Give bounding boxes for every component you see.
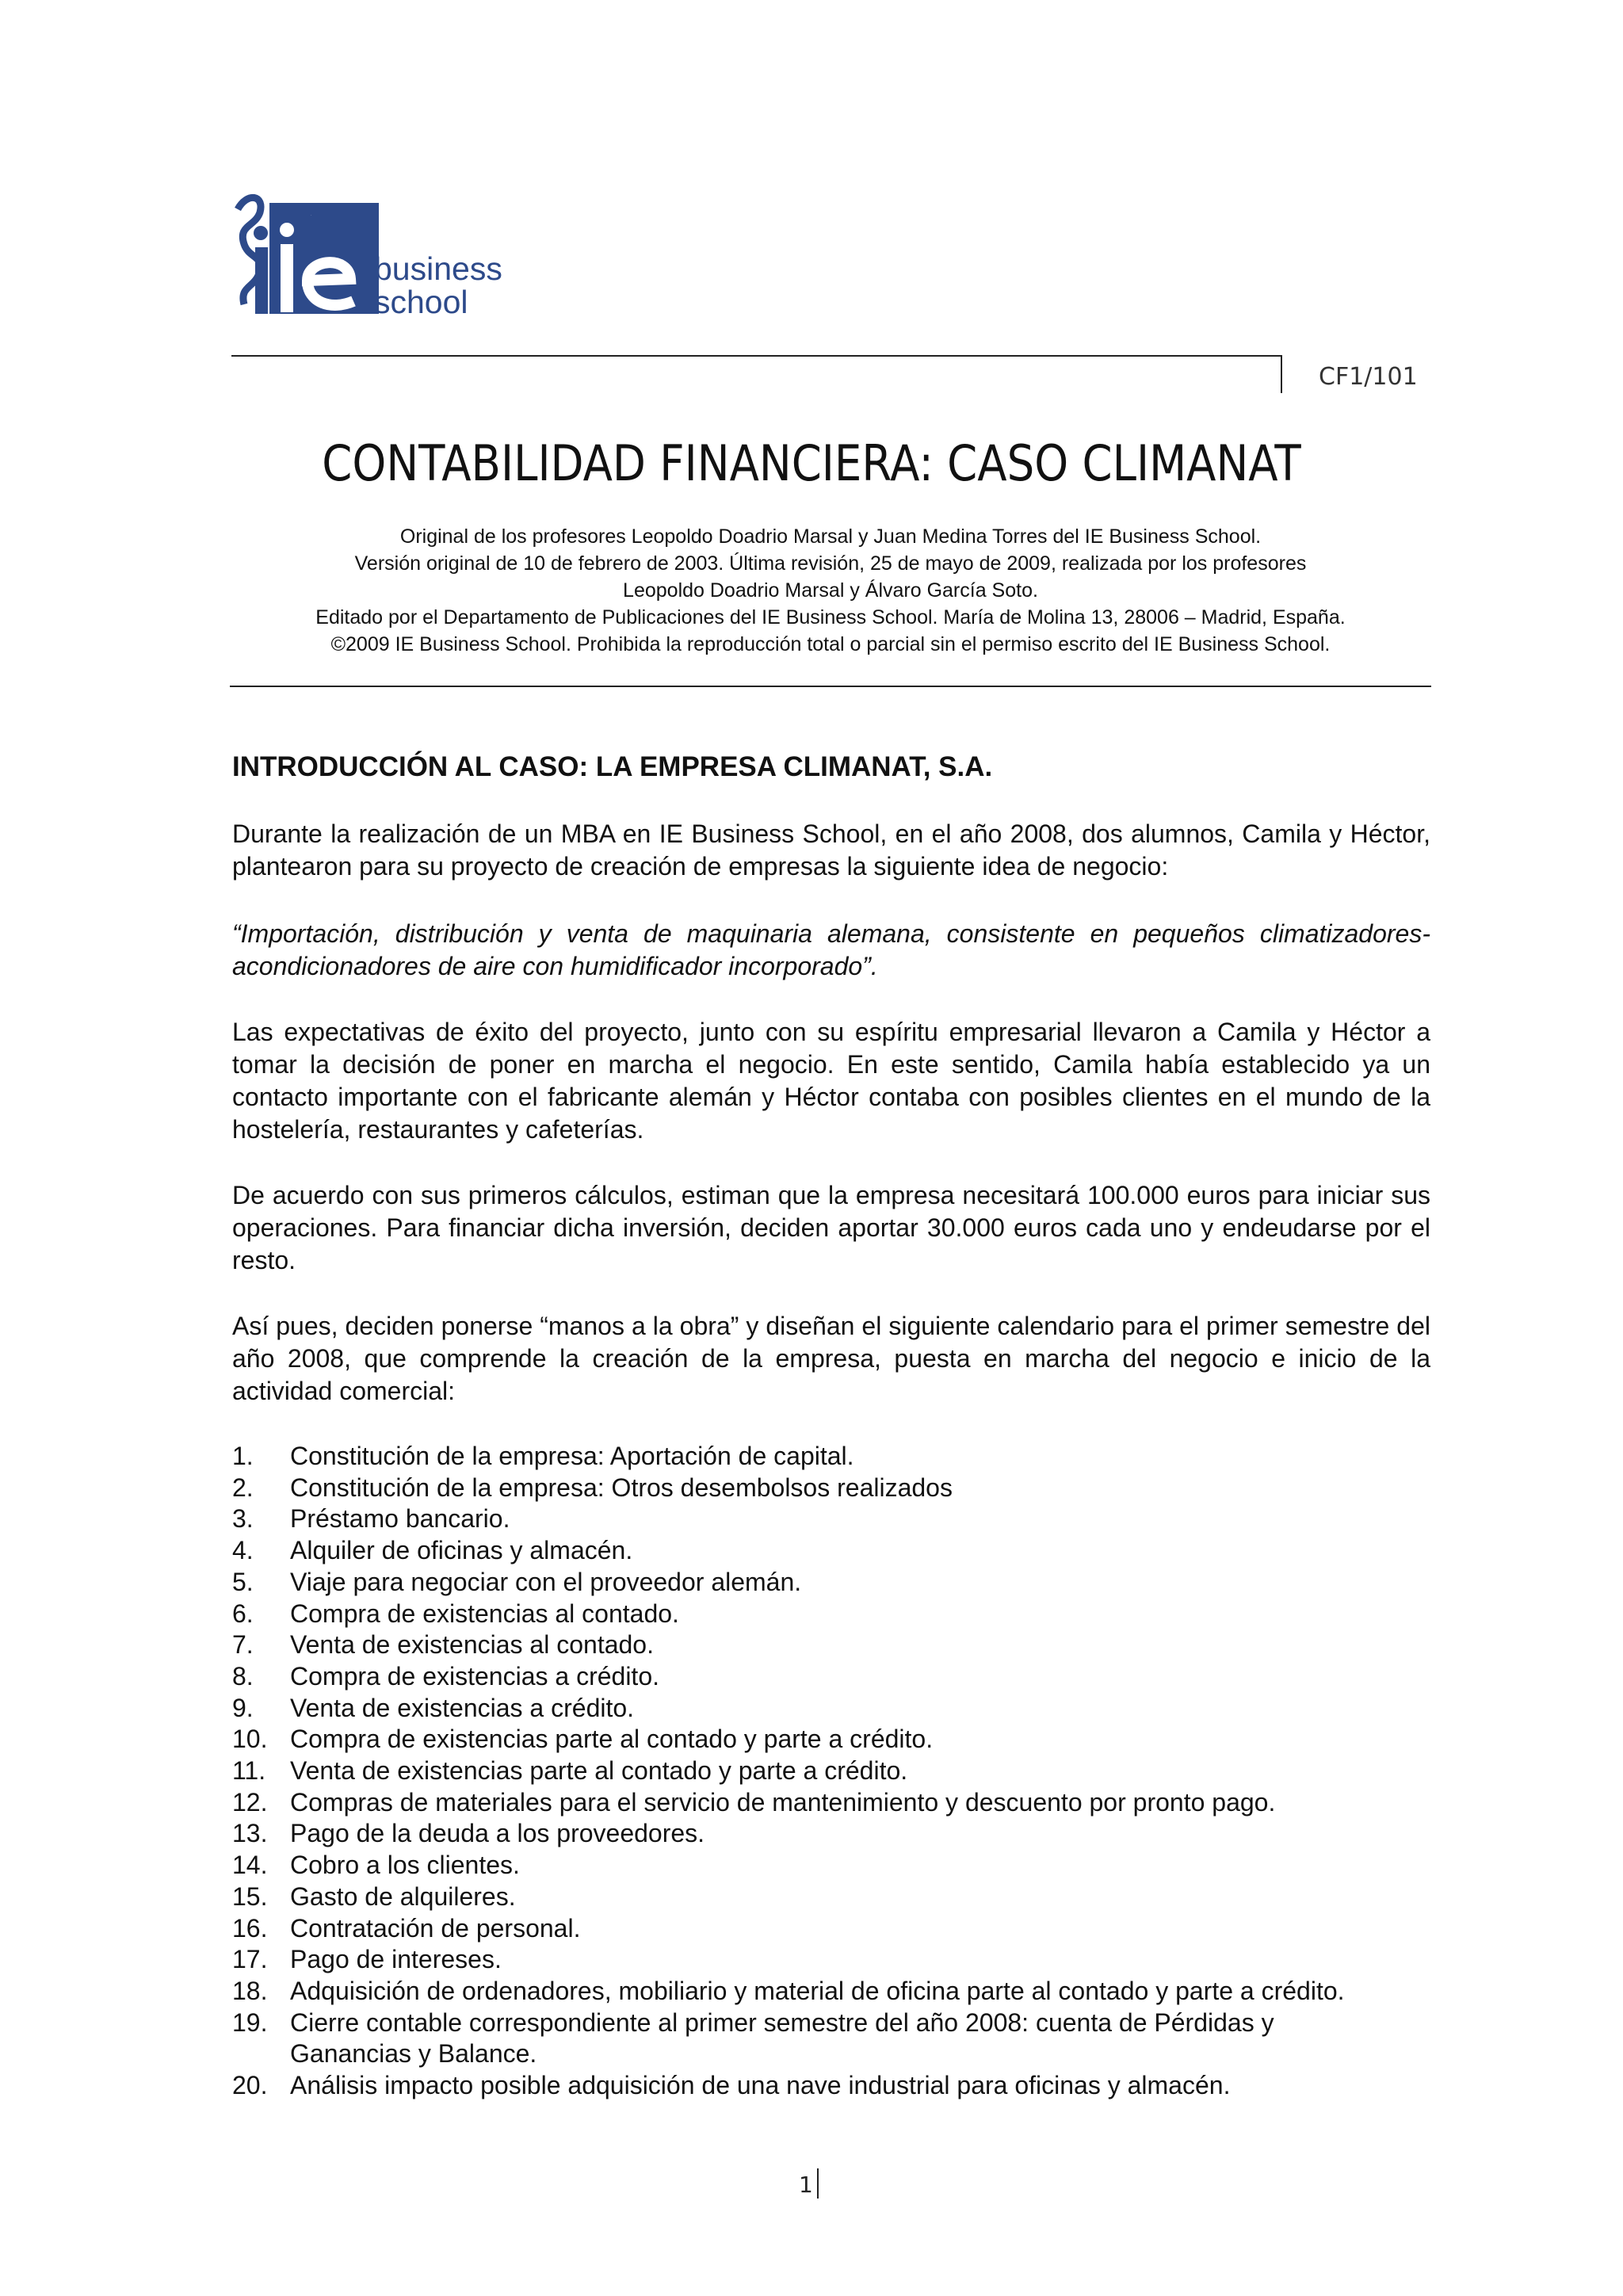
calendar-list xyxy=(232,1441,1437,2102)
paragraph-intro: Durante la realización de un MBA en IE Business School, en el año 2008, dos alumnos, Camila y Héctor, plantearon para su proyecto de creación de empresas la siguiente idea de negocio: xyxy=(232,819,1430,881)
paragraph-financing: De acuerdo con sus primeros cálculos, estiman que la empresa necesitará 100.000 euros para iniciar sus operaciones. Para financiar dicha inversión, deciden aportar 30.000 euros cada uno y endeudarse por el resto. xyxy=(232,1181,1430,1274)
list-item: 1. Constitución de la empresa: Aportación de capital. xyxy=(232,1442,854,1470)
list-item: 18. Adquisición de ordenadores, mobiliario y material de oficina parte al contado y parte a crédito. xyxy=(232,1976,1345,2005)
page-number-tick xyxy=(817,2168,819,2199)
paragraph-quote: “Importación, distribución y venta de maquinaria alemana, consistente en pequeños climatizadores-acondicionadores de aire con humidificador incorporado”. xyxy=(232,919,1430,980)
paragraph-expectations: Las expectativas de éxito del proyecto, junto con su espíritu empresarial llevaron a Camila y Héctor a tomar la decisión de poner en marcha el negocio. En este sentido, Camila había establecido ya un contacto importante con el fabricante alemán y Héctor contaba con posibles clientes en el mundo de la hostelería, restaurantes y cafeterías. xyxy=(232,1018,1430,1144)
credits-block xyxy=(231,523,1430,658)
credits-rule xyxy=(230,686,1431,687)
list-item: 10. Compra de existencias parte al contado y parte a crédito. xyxy=(232,1725,934,1754)
credits-line: Original de los profesores Leopoldo Doadrio Marsal y Juan Medina Torres del IE Business School. xyxy=(399,525,1262,548)
list-item: 20. Análisis impacto posible adquisición de una nave industrial para oficinas y almacén. xyxy=(232,2071,1231,2100)
list-item: 9. Venta de existencias a crédito. xyxy=(232,1693,635,1722)
header-rule-tick xyxy=(1281,355,1282,393)
logo-text-school: school xyxy=(374,284,468,320)
list-item: 16. Contratación de personal. xyxy=(232,1913,581,1943)
logo-text-business: business xyxy=(374,250,502,287)
list-item: 4. Alquiler de oficinas y almacén. xyxy=(232,1536,633,1565)
list-item: 2. Constitución de la empresa: Otros desembolsos realizados xyxy=(232,1473,953,1502)
document-code: CF1/101 xyxy=(1319,363,1418,391)
section-heading: INTRODUCCIÓN AL CASO: LA EMPRESA CLIMANAT, S.A. xyxy=(232,751,993,782)
list-item: 6. Compra de existencias al contado. xyxy=(232,1599,679,1628)
list-item: 17. Pago de intereses. xyxy=(232,1945,502,1974)
paragraph-calendar: Así pues, deciden ponerse “manos a la obra” y diseñan el siguiente calendario para el primer semestre del año 2008, que comprende la creación de la empresa, puesta en marcha del negocio e inicio de la actividad comercial: xyxy=(232,1312,1430,1405)
list-item: 14. Cobro a los clientes. xyxy=(232,1851,520,1880)
header-rule xyxy=(231,355,1281,357)
page-title: CONTABILIDAD FINANCIERA: CASO CLIMANAT xyxy=(322,434,1301,492)
credits-line: Editado por el Departamento de Publicaciones del IE Business School. María de Molina 13, 28006 – Madrid, España. xyxy=(315,606,1346,628)
credits-line: ©2009 IE Business School. Prohibida la reproducción total o parcial sin el permiso escrito del IE Business School. xyxy=(330,633,1331,655)
ie-business-school-logo xyxy=(231,192,533,320)
list-item: 19. Cierre contable correspondiente al primer semestre del año 2008: cuenta de Pérdidas y Ganancias y Balance. xyxy=(232,2008,1274,2069)
page-number: 1 xyxy=(799,2172,813,2198)
list-item: 15. Gasto de alquileres. xyxy=(232,1881,516,1911)
credits-line: Versión original de 10 de febrero de 2003. Última revisión, 25 de mayo de 2009, realizada por los profesores xyxy=(354,552,1307,575)
list-item: 13. Pago de la deuda a los proveedores. xyxy=(232,1819,705,1848)
list-item: 8. Compra de existencias a crédito. xyxy=(232,1661,659,1690)
list-item: 5. Viaje para negociar con el proveedor alemán. xyxy=(232,1567,802,1596)
list-item: 7. Venta de existencias al contado. xyxy=(232,1630,654,1660)
list-item: 12. Compras de materiales para el servicio de mantenimiento y descuento por pronto pago. xyxy=(232,1787,1276,1817)
list-item: 3. Préstamo bancario. xyxy=(232,1504,510,1534)
list-item: 11. Venta de existencias parte al contado y parte a crédito. xyxy=(232,1756,908,1786)
credits-line: Leopoldo Doadrio Marsal y Álvaro García Soto. xyxy=(623,579,1038,602)
ie-logo-mark-icon xyxy=(231,192,382,320)
